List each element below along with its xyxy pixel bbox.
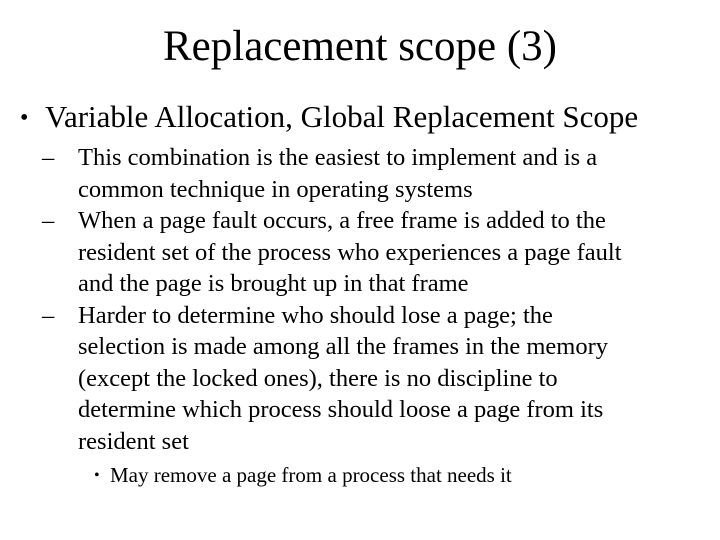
dash-marker: – [42,301,55,329]
subpoint-line: selection is made among all the frames in the memory [78,333,608,360]
main-bullet [20,97,638,138]
subpoint-item [42,300,712,458]
subpoint-item [42,205,712,300]
subpoint-list [42,142,712,457]
sub-sub-bullet [94,460,512,491]
subpoint-line: determine which process should loose a page from its [78,396,604,423]
subpoint-line: resident set [78,427,189,455]
dash-marker: – [42,144,55,171]
bullet-marker: • [94,467,100,484]
subpoint-line: resident set of the process who experiences a page fault [78,238,622,266]
subpoint-line: When a page fault occurs, a free frame is added to the [78,207,606,234]
subpoint-line: and the page is brought up in that frame [78,270,469,297]
subpoint-line: This combination is the easiest to implement and is a [78,144,598,171]
dash-marker: – [42,207,55,234]
subpoint-line: Harder to determine who should lose a page; the [78,301,553,329]
subpoint-item [42,142,712,205]
subpoint-line: common technique in operating systems [78,175,473,203]
main-bullet-text: Variable Allocation, Global Replacement Scope [45,99,639,134]
sub-sub-bullet-text: May remove a page from a process that needs it [110,463,512,487]
subpoint-line: (except the locked ones), there is no discipline to [78,364,558,392]
slide-title: Replacement scope (3) [163,23,557,70]
bullet-marker: • [20,105,29,131]
